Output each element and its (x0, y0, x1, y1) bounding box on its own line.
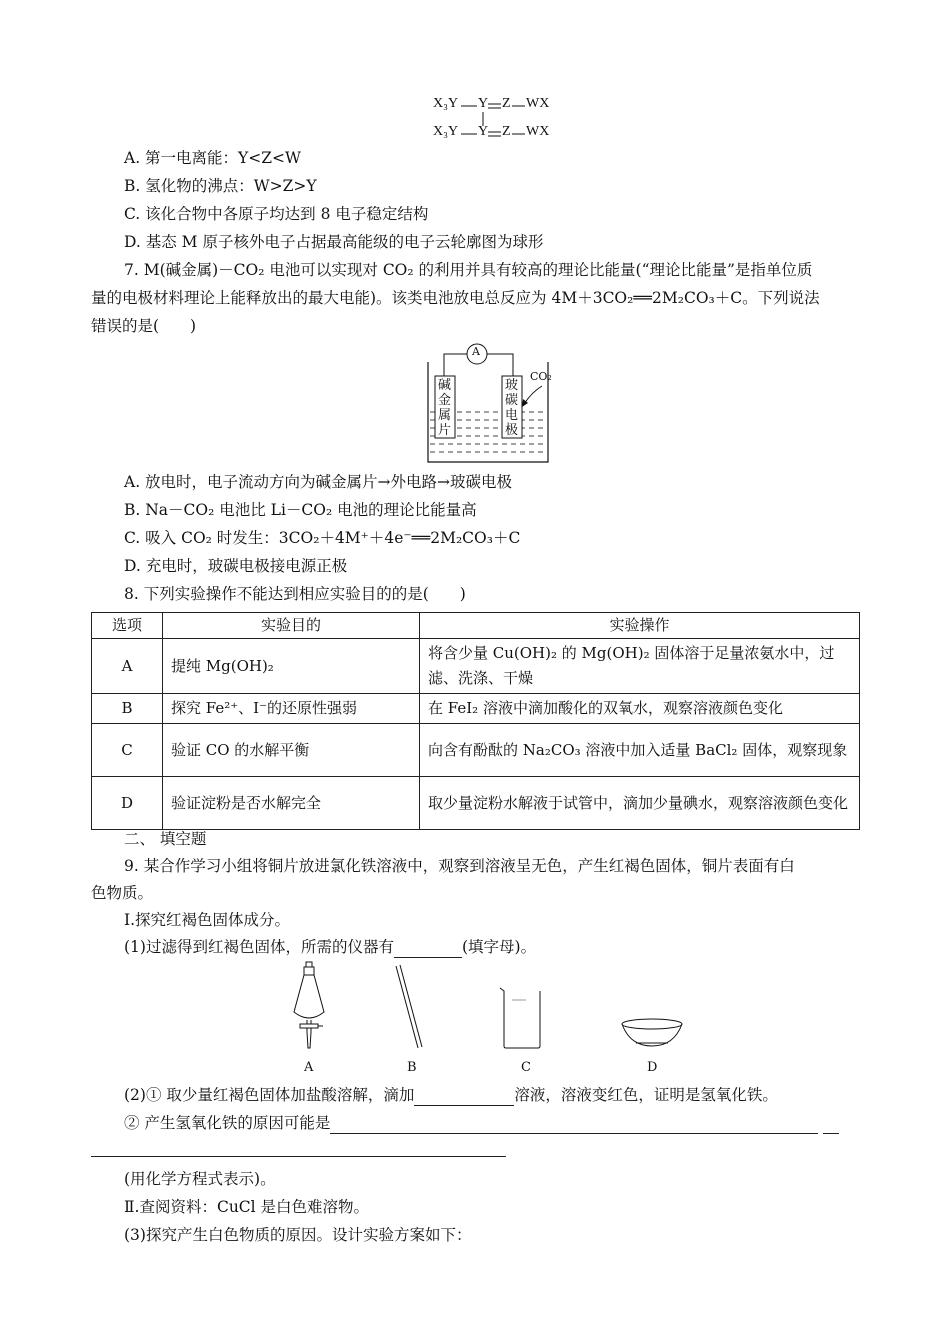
row-option: A (92, 639, 163, 694)
answer-blank-2[interactable] (414, 1085, 514, 1106)
apparatus-label-d: D (647, 1060, 658, 1075)
formula-row2-x3y: X₃Y (433, 124, 459, 139)
row-purpose: 验证淀粉是否水解完全 (163, 777, 420, 830)
q7-option-d: D. 充电时，玻碳电极接电源正极 (124, 557, 348, 575)
co2-label: CO₂ (530, 370, 552, 383)
q9-question1: (1)过滤得到红褐色固体，所需的仪器有 (填字母)。 (124, 938, 537, 956)
separatory-funnel-icon (294, 962, 324, 1048)
right-electrode-label: 玻 碳 电 极 (505, 378, 519, 438)
glass-rod-icon (396, 965, 422, 1048)
q9-stem-line2: 色物质。 (91, 884, 154, 902)
q7-stem-line3: 错误的是( ) (91, 317, 197, 335)
q9-question2b: ② 产生氢氧化铁的原因可能是 (124, 1113, 839, 1134)
answer-blank-3b[interactable] (823, 1113, 839, 1134)
q9-stem-line1: 9. 某合作学习小组将铜片放进氯化铁溶液中，观察到溶液呈无色，产生红褐色固体，铜片表面有白 (124, 857, 795, 875)
q7-stem-line1: 7. M(碱金属)－CO₂ 电池可以实现对 CO₂ 的利用并具有较高的理论比能量(“理论比能量”是指单位质 (124, 261, 813, 279)
row-option: D (92, 777, 163, 830)
q8-table (91, 612, 860, 830)
row-purpose: 验证 CO 的水解平衡 (163, 724, 420, 777)
battery-figure (420, 340, 570, 465)
formula-row2-z: Z (502, 124, 511, 139)
row-operation: 在 FeI₂ 溶液中滴加酸化的双氧水，观察溶液颜色变化 (420, 694, 860, 724)
header-purpose: 实验目的 (163, 613, 420, 639)
answer-blank-3[interactable] (330, 1113, 818, 1134)
header-option: 选项 (92, 613, 163, 639)
q7-option-c: C. 吸入 CO₂ 时发生：3CO₂＋4M⁺＋4e⁻══2M₂CO₃＋C (124, 529, 521, 547)
q6-option-d: D. 基态 M 原子核外电子占据最高能级的电子云轮廓图为球形 (124, 233, 544, 251)
row-option: C (92, 724, 163, 777)
apparatus-label-b: B (407, 1060, 417, 1075)
q6-option-c: C. 该化合物中各原子均达到 8 电子稳定结构 (124, 205, 429, 223)
formula-row1-y: Y (478, 96, 489, 111)
section-heading: 二、 填空题 (124, 830, 207, 848)
q9-question2: (2)① 取少量红褐色固体加盐酸溶解，滴加 溶液，溶液变红色，证明是氢氧化铁。 (124, 1086, 778, 1104)
q9-part2-heading: Ⅱ.查阅资料：CuCl 是白色难溶物。 (124, 1198, 370, 1216)
table-row (92, 694, 860, 724)
formula-row2-y: Y (478, 124, 489, 139)
formula-bonds (455, 96, 535, 140)
row-operation: 向含有酚酞的 Na₂CO₃ 溶液中加入适量 BaCl₂ 固体，观察现象 (420, 724, 860, 777)
q6-option-a: A. 第一电离能：Y<Z<W (124, 149, 301, 167)
apparatus-label-c: C (521, 1060, 531, 1075)
q7-option-b: B. Na－CO₂ 电池比 Li－CO₂ 电池的理论比能量高 (124, 501, 477, 519)
formula-row1-z: Z (502, 96, 511, 111)
row-option: B (92, 694, 163, 724)
apparatus-label-a: A (304, 1060, 314, 1075)
q7-option-a: A. 放电时，电子流动方向为碱金属片→外电路→玻碳电极 (124, 473, 513, 491)
row-purpose: 探究 Fe²⁺、I⁻的还原性强弱 (163, 694, 420, 724)
q9-part1-heading: Ⅰ.探究红褐色固体成分。 (124, 911, 291, 929)
formula-row1-wx: WX (526, 96, 550, 111)
answer-blank-1[interactable] (394, 937, 462, 958)
q8-stem: 8. 下列实验操作不能达到相应实验目的的是( ) (124, 585, 466, 603)
table-row (92, 639, 860, 694)
beaker-icon (500, 988, 540, 1048)
ammeter-label: A (472, 345, 480, 358)
left-electrode-label: 碱 金 属 片 (438, 378, 452, 438)
row-operation: 取少量淀粉水解液于试管中，滴加少量碘水，观察溶液颜色变化 (420, 777, 860, 830)
answer-line-continuation[interactable] (91, 1156, 506, 1157)
header-operation: 实验操作 (420, 613, 860, 639)
q6-option-b: B. 氢化物的沸点：W>Z>Y (124, 177, 317, 195)
table-header-row (92, 613, 860, 639)
evaporating-dish-icon (622, 1019, 682, 1046)
row-operation: 将含少量 Cu(OH)₂ 的 Mg(OH)₂ 固体溶于足量浓氨水中，过滤、洗涤、干燥 (420, 639, 860, 694)
q9-question2b-note: (用化学方程式表示)。 (124, 1170, 276, 1188)
table-row (92, 777, 860, 830)
formula-row1-x3y: X₃Y (433, 96, 459, 111)
apparatus-figure (280, 960, 700, 1078)
q9-question3: (3)探究产生白色物质的原因。设计实验方案如下： (124, 1226, 472, 1244)
row-purpose: 提纯 Mg(OH)₂ (163, 639, 420, 694)
q7-stem-line2: 量的电极材料理论上能释放出的最大电能)。该类电池放电总反应为 4M＋3CO₂══2M₂CO₃＋C。下列说法 (91, 289, 820, 307)
table-row (92, 724, 860, 777)
formula-row2-wx: WX (526, 124, 550, 139)
